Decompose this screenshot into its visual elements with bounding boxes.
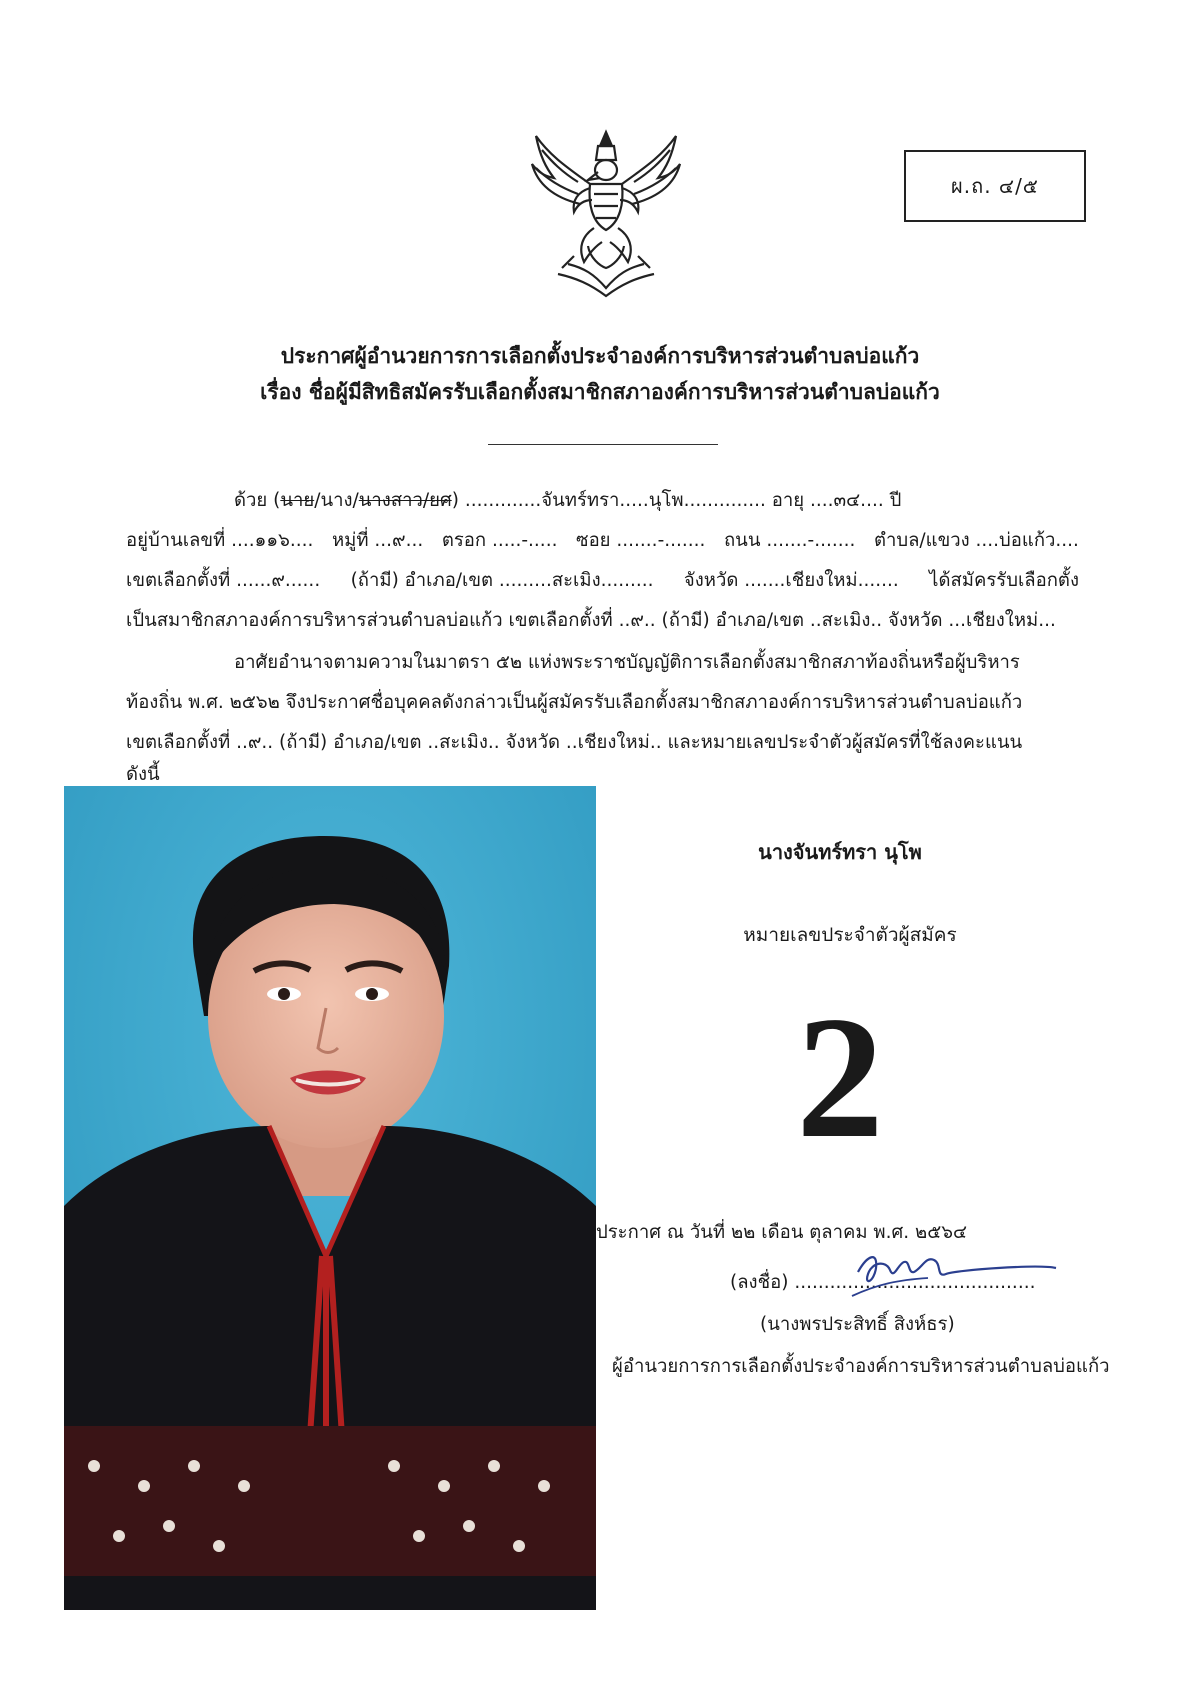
authority-line-2: ท้องถิ่น พ.ศ. ๒๕๖๒ จึงประกาศชื่อบุคคลดังกล่าวเป็นผู้สมัครรับเลือกตั้งสมาชิกสภาองค์การบริหารส่วนตำบลบ่อแก้ว bbox=[126, 692, 1023, 713]
applicant-line-4: เป็นสมาชิกสภาองค์การบริหารส่วนตำบลบ่อแก้ว เขตเลือกตั้งที่ ..๙.. (ถ้ามี) อำเภอ/เขต ..สะเมิง.. จังหวัด ...เชียงใหม่... bbox=[126, 610, 1056, 631]
struck-title-miss-rank: นางสาว/ยศ bbox=[358, 490, 452, 511]
alley: ตรอก .....-..... bbox=[441, 530, 558, 551]
candidate-number: 2 bbox=[796, 980, 884, 1174]
authority-line-3: เขตเลือกตั้งที่ ..๙.. (ถ้ามี) อำเภอ/เขต ..สะเมิง.. จังหวัด ..เชียงใหม่.. และหมายเลขประจำตัวผู้สมัครที่ใช้ลงคะแนน bbox=[126, 732, 1023, 753]
applicant-name-age: ) .............จันทร์ทรา.....นุโพ.............. อายุ ....๓๔.... ปี bbox=[451, 490, 902, 511]
signer-position: ผู้อำนวยการการเลือกตั้งประจำองค์การบริหารส่วนตำบลบ่อแก้ว bbox=[612, 1356, 1110, 1377]
garuda-emblem-icon bbox=[528, 128, 684, 298]
handwritten-signature-icon bbox=[838, 1234, 1058, 1304]
applied-text: ได้สมัครรับเลือกตั้ง bbox=[929, 570, 1079, 591]
applicant-district-line bbox=[126, 566, 1079, 595]
road: ถนน .......-....... bbox=[723, 530, 856, 551]
title-mrs: /นาง/ bbox=[314, 490, 359, 511]
announcement-title: ประกาศผู้อำนวยการการเลือกตั้งประจำองค์การบริหารส่วนตำบลบ่อแก้ว bbox=[280, 344, 920, 368]
candidate-number-label: หมายเลขประจำตัวผู้สมัคร bbox=[743, 924, 957, 946]
house-number: อยู่บ้านเลขที่ ....๑๑๖.... bbox=[126, 530, 314, 551]
authority-line-1: อาศัยอำนาจตามความในมาตรา ๕๒ แห่งพระราชบัญญัติการเลือกตั้งสมาชิกสภาท้องถิ่นหรือผู้บริหาร bbox=[234, 652, 1020, 673]
signer-name: (นางพรประสิทธิ์ สิงห์ธร) bbox=[760, 1314, 955, 1335]
province: จังหวัด .......เชียงใหม่....... bbox=[683, 570, 899, 591]
signature-line: (ลงชื่อ) ......................................... bbox=[730, 1272, 1036, 1293]
struck-title-mr: นาย bbox=[280, 490, 315, 511]
title-divider bbox=[488, 444, 718, 445]
soi: ซอย .......-....... bbox=[576, 530, 706, 551]
candidate-name: นางจันทร์ทรา นุโพ bbox=[758, 840, 922, 864]
announcement-date: ประกาศ ณ วันที่ ๒๒ เดือน ตุลาคม พ.ศ. ๒๕๖๔ bbox=[596, 1222, 967, 1243]
authority-line-4: ดังนี้ bbox=[126, 764, 160, 785]
announcement-subject: เรื่อง ชื่อผู้มีสิทธิสมัครรับเลือกตั้งสมาชิกสภาองค์การบริหารส่วนตำบลบ่อแก้ว bbox=[260, 380, 940, 404]
applicant-address-line bbox=[126, 526, 1079, 555]
candidate-photo bbox=[64, 786, 596, 1610]
district: (ถ้ามี) อำเภอ/เขต .........สะเมิง......... bbox=[350, 570, 654, 591]
text-by: ด้วย ( bbox=[234, 490, 281, 511]
applicant-line-1 bbox=[234, 486, 1079, 515]
form-code-box: ผ.ถ. ๔/๕ bbox=[904, 150, 1086, 222]
constituency: เขตเลือกตั้งที่ ......๙...... bbox=[126, 570, 321, 591]
village-number: หมู่ที่ ...๙... bbox=[331, 530, 424, 551]
subdistrict: ตำบล/แขวง ....บ่อแก้ว.... bbox=[873, 530, 1079, 551]
